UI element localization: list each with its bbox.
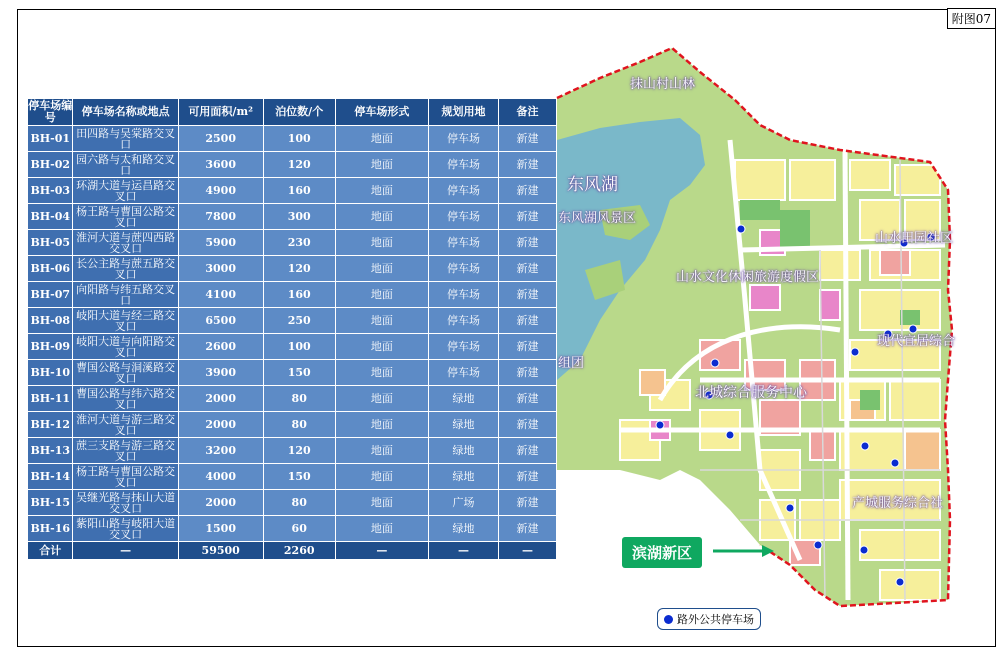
map-label-lake: 东风湖: [567, 175, 618, 195]
map-label-mountain-forest: 抹山村山林: [630, 77, 696, 92]
parking-legend-icon: [664, 615, 673, 624]
table-cell: 停车场: [428, 282, 498, 308]
table-cell: 3600: [178, 152, 263, 178]
table-cell: 新建: [499, 464, 557, 490]
table-cell: 地面: [335, 386, 428, 412]
map-label-shanshui-community: 山水田园社区: [875, 231, 954, 246]
parking-point: [851, 348, 859, 356]
header-spaces: 泊位数/个: [263, 99, 335, 126]
table-cell: 淮河大道与蔗四西路交叉口: [73, 230, 178, 256]
table-cell: 新建: [499, 516, 557, 542]
table-cell: 杨王路与曹国公路交叉口: [73, 464, 178, 490]
table-cell: 岐阳大道与向阳路交叉口: [73, 334, 178, 360]
table-cell: 60: [263, 516, 335, 542]
table-row: [28, 412, 557, 438]
table-cell: 80: [263, 490, 335, 516]
table-cell: 绿地: [428, 412, 498, 438]
table-cell: 向阳路与纬五路交叉口: [73, 282, 178, 308]
table-cell: 淮河大道与游三路交叉口: [73, 412, 178, 438]
parking-point: [861, 442, 869, 450]
table-row: [28, 126, 557, 152]
callout-binhu: 滨湖新区: [622, 537, 702, 568]
table-row: [28, 204, 557, 230]
table-cell: 新建: [499, 178, 557, 204]
table-cell: 绿地: [428, 464, 498, 490]
table-row: [28, 360, 557, 386]
table-row: [28, 178, 557, 204]
table-cell: 新建: [499, 360, 557, 386]
table-cell: 230: [263, 230, 335, 256]
table-cell: 绿地: [428, 386, 498, 412]
table-cell: 环湖大道与运昌路交叉口: [73, 178, 178, 204]
table-cell: BH-04: [28, 204, 73, 230]
parking-point: [860, 546, 868, 554]
header-code: 停车场编号: [28, 99, 73, 124]
table-cell: 停车场: [428, 360, 498, 386]
parking-point: [814, 541, 822, 549]
table-cell: 地面: [335, 256, 428, 282]
header-name: 停车场名称或地点: [73, 99, 178, 126]
table-cell: 蔗三支路与游三路交叉口: [73, 438, 178, 464]
table-cell: 停车场: [428, 178, 498, 204]
table-cell: 地面: [335, 438, 428, 464]
table-cell: 7800: [178, 204, 263, 230]
table-cell: 250: [263, 308, 335, 334]
table-cell: 地面: [335, 204, 428, 230]
table-cell: 地面: [335, 360, 428, 386]
table-cell: 新建: [499, 230, 557, 256]
callout-arrow: [713, 545, 774, 557]
table-cell: 停车场: [428, 256, 498, 282]
table-cell: BH-12: [28, 412, 73, 438]
figure-label: 附图07: [947, 8, 996, 29]
table-cell: BH-03: [28, 178, 73, 204]
table-cell: 3200: [178, 438, 263, 464]
table-cell: 新建: [499, 438, 557, 464]
parking-point: [891, 459, 899, 467]
table-cell: 地面: [335, 152, 428, 178]
table-cell: BH-05: [28, 230, 73, 256]
table-cell: 地面: [335, 490, 428, 516]
table-cell: BH-06: [28, 256, 73, 282]
table-cell: 3000: [178, 256, 263, 282]
table-cell: 地面: [335, 308, 428, 334]
table-cell: 停车场: [428, 334, 498, 360]
table-cell: 新建: [499, 412, 557, 438]
table-cell: 4100: [178, 282, 263, 308]
table-cell: 新建: [499, 256, 557, 282]
table-cell: 300: [263, 204, 335, 230]
parking-point: [737, 225, 745, 233]
table-cell: 6500: [178, 308, 263, 334]
table-row: [28, 256, 557, 282]
parking-table: [27, 98, 557, 560]
table-cell: 曹国公路与纬六路交叉口: [73, 386, 178, 412]
table-header-row: [28, 99, 557, 126]
table-cell: 2000: [178, 386, 263, 412]
table-cell: 绿地: [428, 438, 498, 464]
table-cell: 100: [263, 334, 335, 360]
legend: [657, 608, 761, 630]
table-cell: 新建: [499, 282, 557, 308]
legend-label: 路外公共停车场: [677, 613, 754, 626]
table-cell: 广场: [428, 490, 498, 516]
table-cell: 160: [263, 282, 335, 308]
table-cell: 停车场: [428, 152, 498, 178]
table-cell: 120: [263, 152, 335, 178]
header-area: 可用面积/m²: [178, 99, 263, 126]
table-row: [28, 438, 557, 464]
total-cell: —: [428, 542, 498, 560]
table-cell: 地面: [335, 178, 428, 204]
total-cell: —: [335, 542, 428, 560]
table-cell: 1500: [178, 516, 263, 542]
table-cell: BH-16: [28, 516, 73, 542]
table-cell: BH-14: [28, 464, 73, 490]
table-cell: 2000: [178, 412, 263, 438]
table-cell: 地面: [335, 282, 428, 308]
table-cell: 长公主路与蔗五路交叉口: [73, 256, 178, 282]
total-cell: 合计: [28, 542, 73, 560]
parking-point: [896, 578, 904, 586]
table-cell: 新建: [499, 386, 557, 412]
table-cell: 120: [263, 256, 335, 282]
total-cell: —: [499, 542, 557, 560]
table-row: [28, 230, 557, 256]
header-form: 停车场形式: [335, 99, 428, 126]
table-cell: 新建: [499, 490, 557, 516]
table-cell: 新建: [499, 334, 557, 360]
map-label-industry-community: 产城服务综合社: [852, 496, 944, 511]
map-label-north-center: 北城综合服务中心: [695, 385, 807, 401]
table-cell: 绿地: [428, 516, 498, 542]
header-landuse: 规划用地: [428, 99, 498, 126]
table-cell: 5900: [178, 230, 263, 256]
table-cell: 杨王路与曹国公路交叉口: [73, 204, 178, 230]
table-cell: 120: [263, 438, 335, 464]
table-cell: BH-10: [28, 360, 73, 386]
table-row: [28, 490, 557, 516]
map-label-resort: 山水文化休闲旅游度假区: [676, 270, 820, 285]
table-cell: 2500: [178, 126, 263, 152]
table-row: [28, 464, 557, 490]
table-row: [28, 334, 557, 360]
table-cell: BH-01: [28, 126, 73, 152]
table-cell: 新建: [499, 308, 557, 334]
table-cell: BH-11: [28, 386, 73, 412]
table-cell: 岐阳大道与经三路交叉口: [73, 308, 178, 334]
table-cell: 80: [263, 386, 335, 412]
table-cell: 新建: [499, 126, 557, 152]
total-cell: 2260: [263, 542, 335, 560]
table-cell: BH-15: [28, 490, 73, 516]
table-row: [28, 386, 557, 412]
table-cell: 地面: [335, 334, 428, 360]
table-cell: 停车场: [428, 204, 498, 230]
table-total-row: [28, 542, 557, 560]
table-cell: 新建: [499, 204, 557, 230]
table-cell: BH-02: [28, 152, 73, 178]
table-cell: BH-09: [28, 334, 73, 360]
table-cell: 4900: [178, 178, 263, 204]
table-cell: 地面: [335, 230, 428, 256]
parking-point: [726, 431, 734, 439]
table-cell: BH-13: [28, 438, 73, 464]
table-cell: 150: [263, 360, 335, 386]
table-cell: 停车场: [428, 126, 498, 152]
table-cell: 地面: [335, 126, 428, 152]
table-cell: 停车场: [428, 308, 498, 334]
map-label-scenic-area: 东风湖风景区: [558, 211, 637, 226]
parking-point: [786, 504, 794, 512]
table-cell: 150: [263, 464, 335, 490]
table-row: [28, 152, 557, 178]
table-cell: 田四路与吴棠路交叉口: [73, 126, 178, 152]
table-cell: 曹国公路与洞溪路交叉口: [73, 360, 178, 386]
table-row: [28, 516, 557, 542]
parking-point: [656, 421, 664, 429]
total-cell: 59500: [178, 542, 263, 560]
parking-point: [711, 359, 719, 367]
table-cell: 4000: [178, 464, 263, 490]
table-cell: 2600: [178, 334, 263, 360]
table-cell: 2000: [178, 490, 263, 516]
table-cell: 160: [263, 178, 335, 204]
table-cell: 吴继光路与抹山大道交叉口: [73, 490, 178, 516]
table-cell: 紫阳山路与岐阳大道交叉口: [73, 516, 178, 542]
map-label-modern-community: 现代宜居综合: [877, 334, 956, 349]
table-cell: BH-07: [28, 282, 73, 308]
table-cell: 地面: [335, 412, 428, 438]
header-remark: 备注: [499, 99, 557, 126]
table-cell: 地面: [335, 464, 428, 490]
table-cell: 80: [263, 412, 335, 438]
table-cell: 3900: [178, 360, 263, 386]
total-cell: —: [73, 542, 178, 560]
table-cell: 100: [263, 126, 335, 152]
table-row: [28, 308, 557, 334]
table-cell: 园六路与太和路交叉口: [73, 152, 178, 178]
table-cell: 地面: [335, 516, 428, 542]
map-label-group: 组团: [558, 356, 585, 371]
table-cell: 停车场: [428, 230, 498, 256]
table-cell: BH-08: [28, 308, 73, 334]
table-cell: 新建: [499, 152, 557, 178]
table-row: [28, 282, 557, 308]
